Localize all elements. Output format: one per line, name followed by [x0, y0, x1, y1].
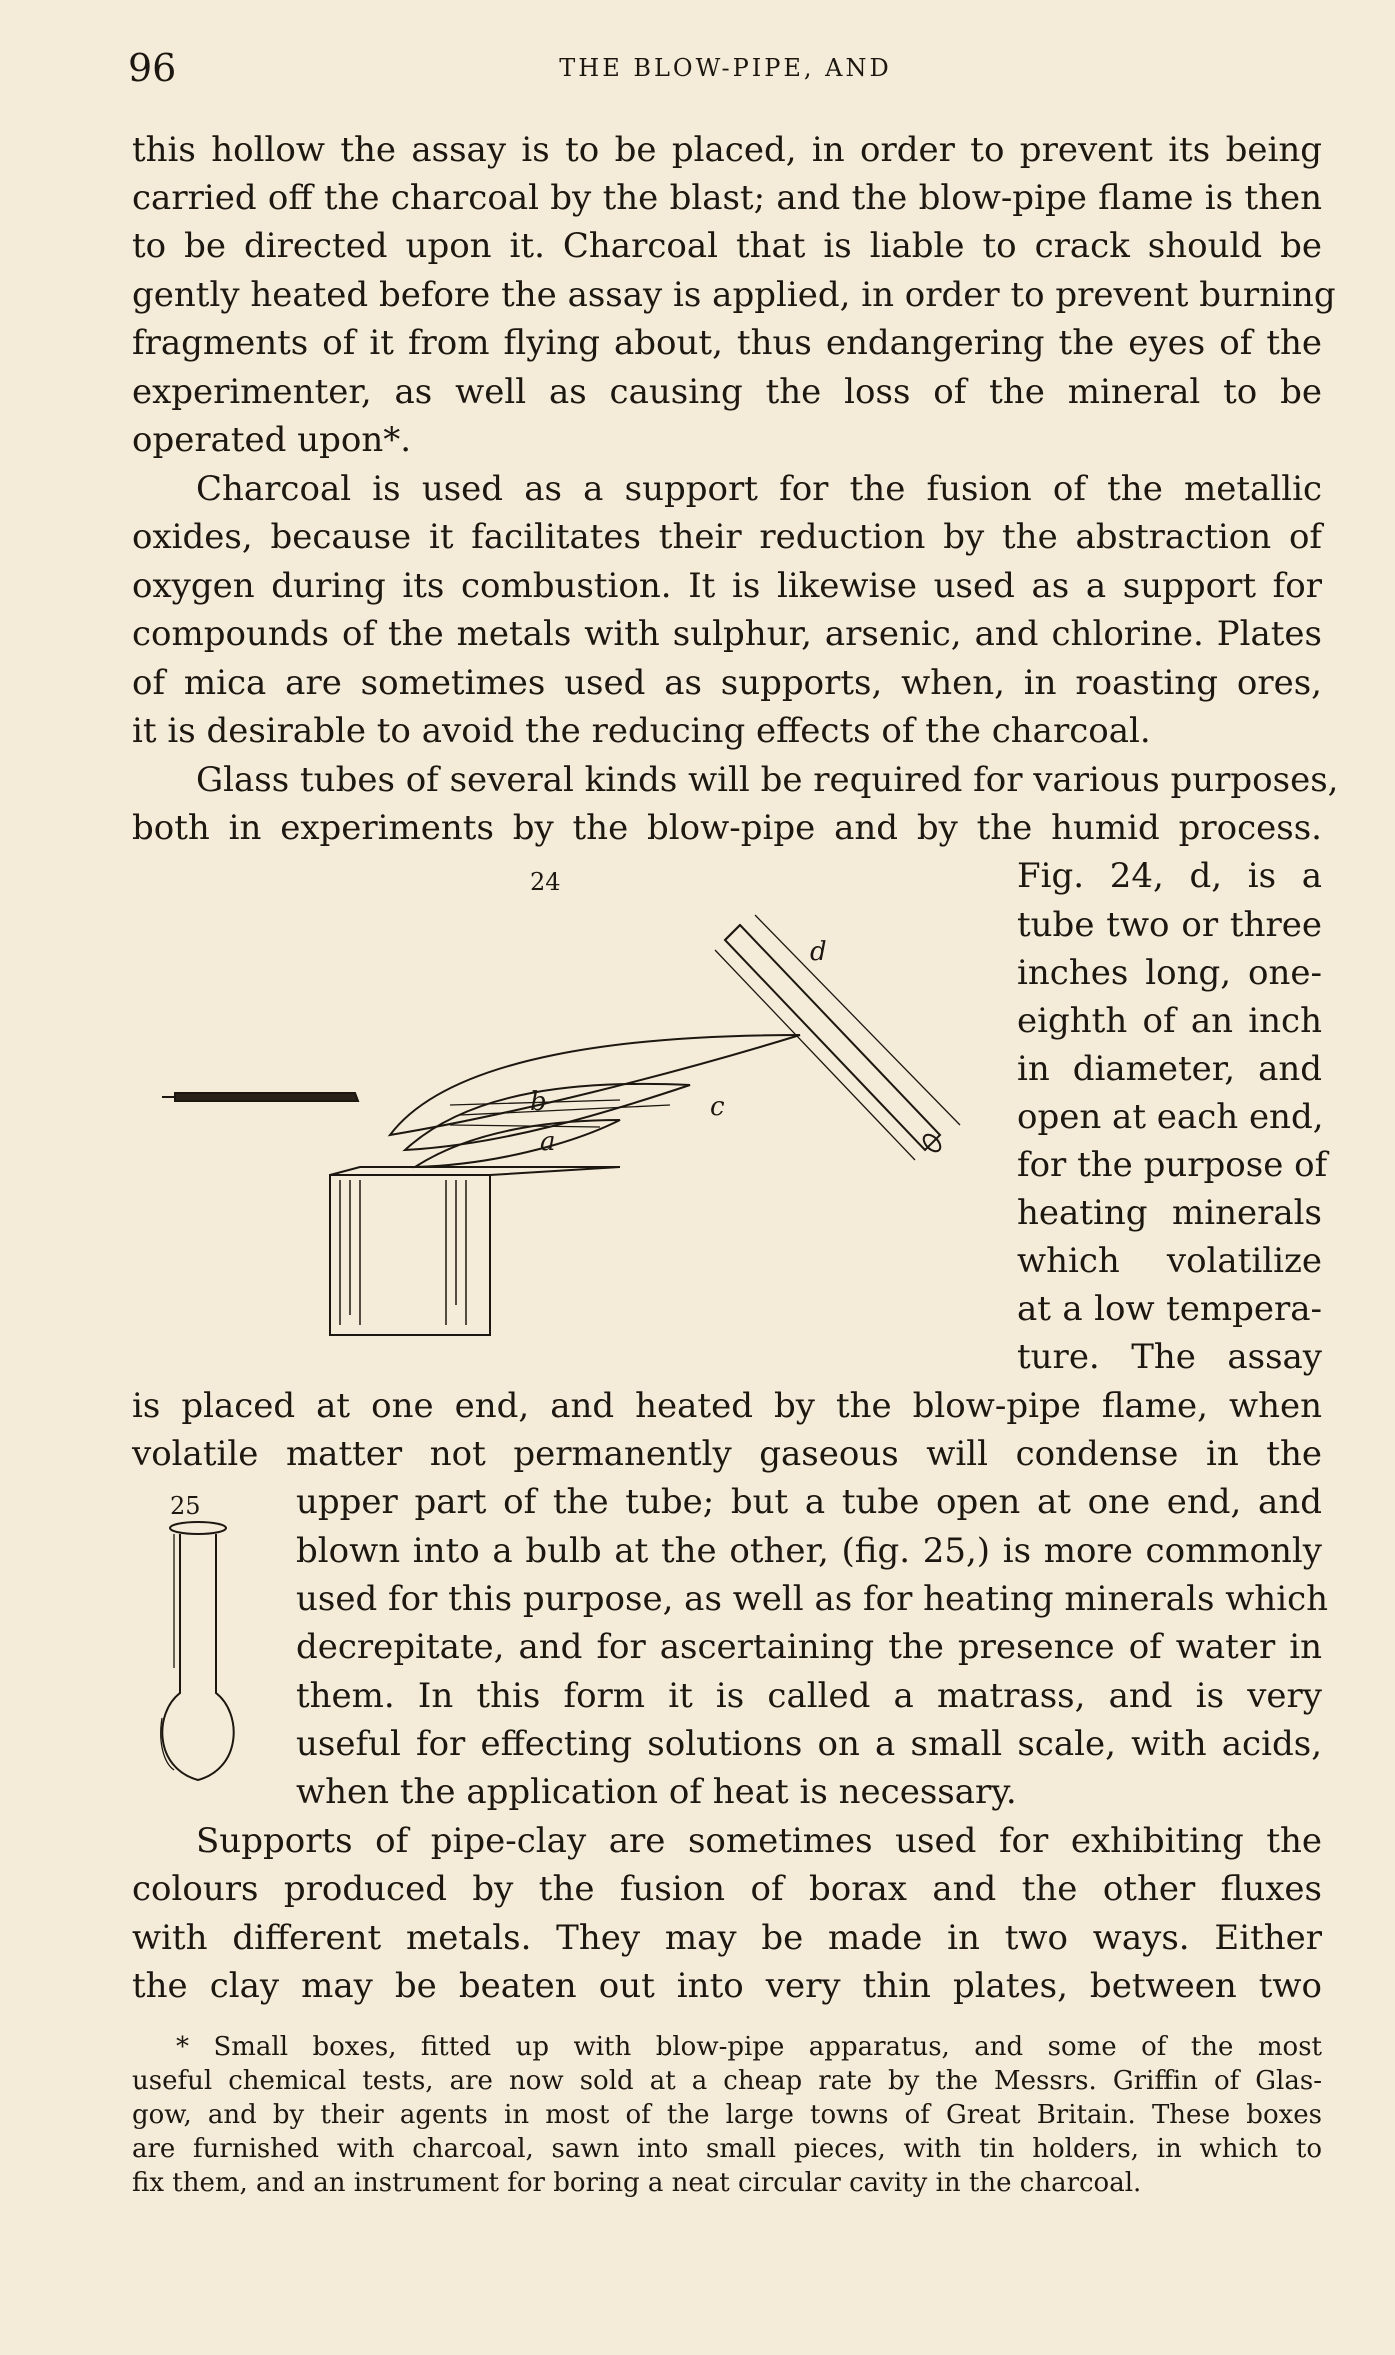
body-line: Glass tubes of several kinds will be required for various purposes, [196, 760, 1339, 800]
body-line: oxides, because it facilitates their reduction by the abstraction of [132, 517, 1322, 557]
fig25-wrap-line: upper part of the tube; but a tube open at one end, and [296, 1482, 1322, 1522]
fig24-label-d: d [810, 937, 827, 967]
figure-25-number: 25 [170, 1492, 201, 1520]
fig24-wrap-line: inches long, one- [1017, 953, 1322, 993]
fig24-label-b: b [530, 1087, 547, 1117]
body-line: of mica are sometimes used as supports, when, in roasting ores, [132, 663, 1322, 703]
footnote-line: * Small boxes, fitted up with blow-pipe apparatus, and some of the most [176, 2032, 1322, 2062]
fig24-wrap-line: in diameter, and [1017, 1049, 1322, 1089]
fig24-wrap-line: Fig. 24, d, is a [1017, 856, 1322, 896]
fig25-wrap-line: useful for effecting solutions on a small scale, with acids, [296, 1724, 1322, 1764]
body-line: oxygen during its combustion. It is likewise used as a support for [132, 566, 1322, 606]
body-line: is placed at one end, and heated by the blow-pipe flame, when [132, 1386, 1322, 1426]
footnote-line: gow, and by their agents in most of the large towns of Great Britain. These boxes [132, 2100, 1322, 2130]
page-number: 96 [128, 46, 177, 90]
fig24-tube-d [725, 925, 940, 1150]
fig25-wrap-line: decrepitate, and for ascertaining the presence of water in [296, 1627, 1322, 1667]
body-line: fragments of it from flying about, thus endangering the eyes of the [132, 323, 1322, 363]
fig24-wrap-line: which volatilize [1017, 1241, 1322, 1281]
fig24-label-c: c [710, 1092, 725, 1122]
footnote-line: fix them, and an instrument for boring a neat circular cavity in the charcoal. [132, 2168, 1142, 2198]
figure-24-blowpipe-illustration [150, 905, 1000, 1345]
body-line: to be directed upon it. Charcoal that is liable to crack should be [132, 226, 1322, 266]
fig24-blowpipe [175, 1093, 358, 1101]
running-title: THE BLOW-PIPE, AND [559, 54, 892, 82]
fig24-wrap-line: open at each end, [1017, 1097, 1324, 1137]
body-line: Charcoal is used as a support for the fusion of the metallic [196, 469, 1322, 509]
body-line: the clay may be beaten out into very thin plates, between two [132, 1966, 1322, 2006]
fig24-label-a: a [540, 1127, 556, 1157]
body-line: volatile matter not permanently gaseous will condense in the [132, 1434, 1322, 1474]
page-header [128, 38, 1323, 88]
fig25-tube-mouth [170, 1522, 226, 1534]
fig25-matrass [162, 1534, 233, 1780]
fig24-wrap-line: tube two or three [1017, 905, 1322, 945]
figure-24-number: 24 [530, 868, 561, 896]
body-line: gently heated before the assay is applied, in order to prevent burning [132, 275, 1336, 315]
fig24-wrap-line: at a low tempera- [1017, 1289, 1322, 1329]
fig25-wrap-line: used for this purpose, as well as for heating minerals which [296, 1579, 1329, 1619]
figure-25-matrass-illustration [150, 1518, 240, 1798]
body-line: Supports of pipe-clay are sometimes used for exhibiting the [196, 1821, 1322, 1861]
body-line: compounds of the metals with sulphur, arsenic, and chlorine. Plates [132, 614, 1322, 654]
body-line: it is desirable to avoid the reducing effects of the charcoal. [132, 711, 1151, 751]
body-line: carried off the charcoal by the blast; and the blow-pipe flame is then [132, 178, 1322, 218]
fig24-wrap-line: for the purpose of [1017, 1145, 1328, 1185]
body-line: colours produced by the fusion of borax and the other fluxes [132, 1869, 1322, 1909]
fig24-wrap-line: heating minerals [1017, 1193, 1322, 1233]
footnote-line: useful chemical tests, are now sold at a cheap rate by the Messrs. Griffin of Glas- [132, 2066, 1322, 2096]
body-line: with different metals. They may be made in two ways. Either [132, 1918, 1322, 1958]
fig25-wrap-line: them. In this form it is called a matrass, and is very [296, 1676, 1322, 1716]
body-line: this hollow the assay is to be placed, in order to prevent its being [132, 130, 1322, 170]
body-line: experimenter, as well as causing the loss of the mineral to be [132, 372, 1322, 412]
footnote-line: are furnished with charcoal, sawn into small pieces, with tin holders, in which to [132, 2134, 1322, 2164]
fig24-wrap-line: ture. The assay [1017, 1337, 1322, 1377]
fig25-wrap-line: blown into a bulb at the other, (fig. 25,) is more commonly [296, 1531, 1322, 1571]
fig25-wrap-line: when the application of heat is necessary. [296, 1772, 1017, 1812]
body-line: both in experiments by the blow-pipe and by the humid process. [132, 808, 1322, 848]
fig24-wrap-line: eighth of an inch [1017, 1001, 1322, 1041]
body-line: operated upon*. [132, 420, 412, 460]
